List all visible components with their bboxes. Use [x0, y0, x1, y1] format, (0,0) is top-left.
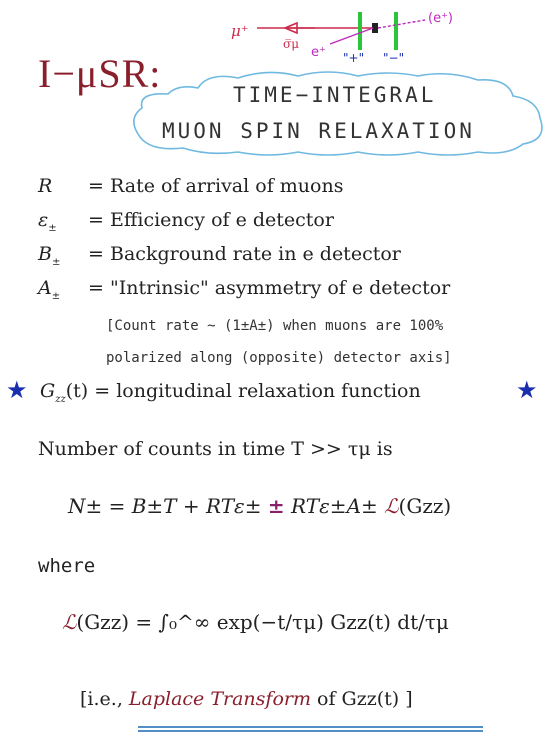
mu-label: μ⁺: [231, 22, 249, 40]
eq1-rhs: RTε±A±: [291, 494, 378, 518]
note-line-2: polarized along (opposite) detector axis]: [106, 350, 452, 366]
definition-text: = Background rate in e detector: [88, 243, 401, 265]
bottom-post: of Gzz(t) ]: [317, 688, 413, 710]
definition-text: = Rate of arrival of muons: [88, 175, 344, 197]
cloud-line-2: MUON SPIN RELAXATION: [162, 119, 475, 143]
symbol-A: A: [38, 277, 52, 299]
cloud-line-1: TIME−INTEGRAL: [233, 83, 437, 107]
positron-left-label: e⁺: [311, 45, 326, 60]
positron-right-line: [378, 20, 425, 28]
sigma-label: σ̅μ: [283, 37, 299, 51]
symbol-epsilon: ε: [38, 209, 49, 231]
definition-B: $B_\pm$ = Background rate in e detector: [38, 243, 401, 268]
minus-detector-label: "−": [383, 51, 405, 64]
definition-A: $A_\pm$ = "Intrinsic" asymmetry of e detector: [38, 277, 451, 302]
laplace-transform-text: Laplace Transform: [128, 688, 311, 710]
counts-equation: [68, 494, 451, 518]
bottom-note: [80, 688, 413, 710]
counts-intro: Number of counts in time T >> τμ is: [38, 438, 393, 460]
gzz-text: (t) = longitudinal relaxation function: [65, 380, 421, 402]
eq1-lhs: N± = B±T + RTε±: [68, 494, 262, 518]
title-cloud: [128, 68, 553, 158]
definition-gzz: $G_{zz}(t)$ = longitudinal relaxation function: [40, 380, 421, 405]
symbol-G: G: [40, 380, 56, 402]
definition-epsilon: $\varepsilon_\pm$ = Efficiency of e detector: [38, 209, 334, 234]
eq1-pm: ±: [267, 494, 285, 518]
definition-R: [38, 175, 343, 197]
laplace-equation: [62, 610, 449, 634]
eq1-arg: (Gzz): [398, 494, 452, 518]
definition-text: = "Intrinsic" asymmetry of e detector: [88, 277, 451, 299]
detector-plus: [358, 12, 362, 50]
page-title: I−μSR:: [38, 51, 162, 96]
muon-detector-diagram: [225, 4, 475, 64]
positron-left-line: [330, 28, 373, 44]
laplace-symbol-2: ℒ: [62, 610, 77, 634]
eq2-body: (Gzz) = ∫₀^∞ exp(−t/τμ) Gzz(t) dt/τμ: [76, 610, 449, 634]
where-label: where: [38, 555, 96, 577]
laplace-symbol: ℒ: [384, 494, 399, 518]
star-icon-left: ★: [6, 376, 28, 404]
positron-right-label: (e⁺): [428, 11, 454, 26]
star-icon-right: ★: [516, 376, 538, 404]
symbol-R: R: [38, 175, 53, 197]
note-line-1: [Count rate ~ (1±A±) when muons are 100%: [106, 318, 444, 334]
detector-minus: [394, 12, 398, 50]
symbol-B: B: [38, 243, 52, 265]
bottom-pre: [i.e.,: [80, 688, 123, 710]
double-underline: [138, 724, 488, 734]
plus-detector-label: "+": [343, 51, 365, 64]
definition-text: = Efficiency of e detector: [88, 209, 334, 231]
